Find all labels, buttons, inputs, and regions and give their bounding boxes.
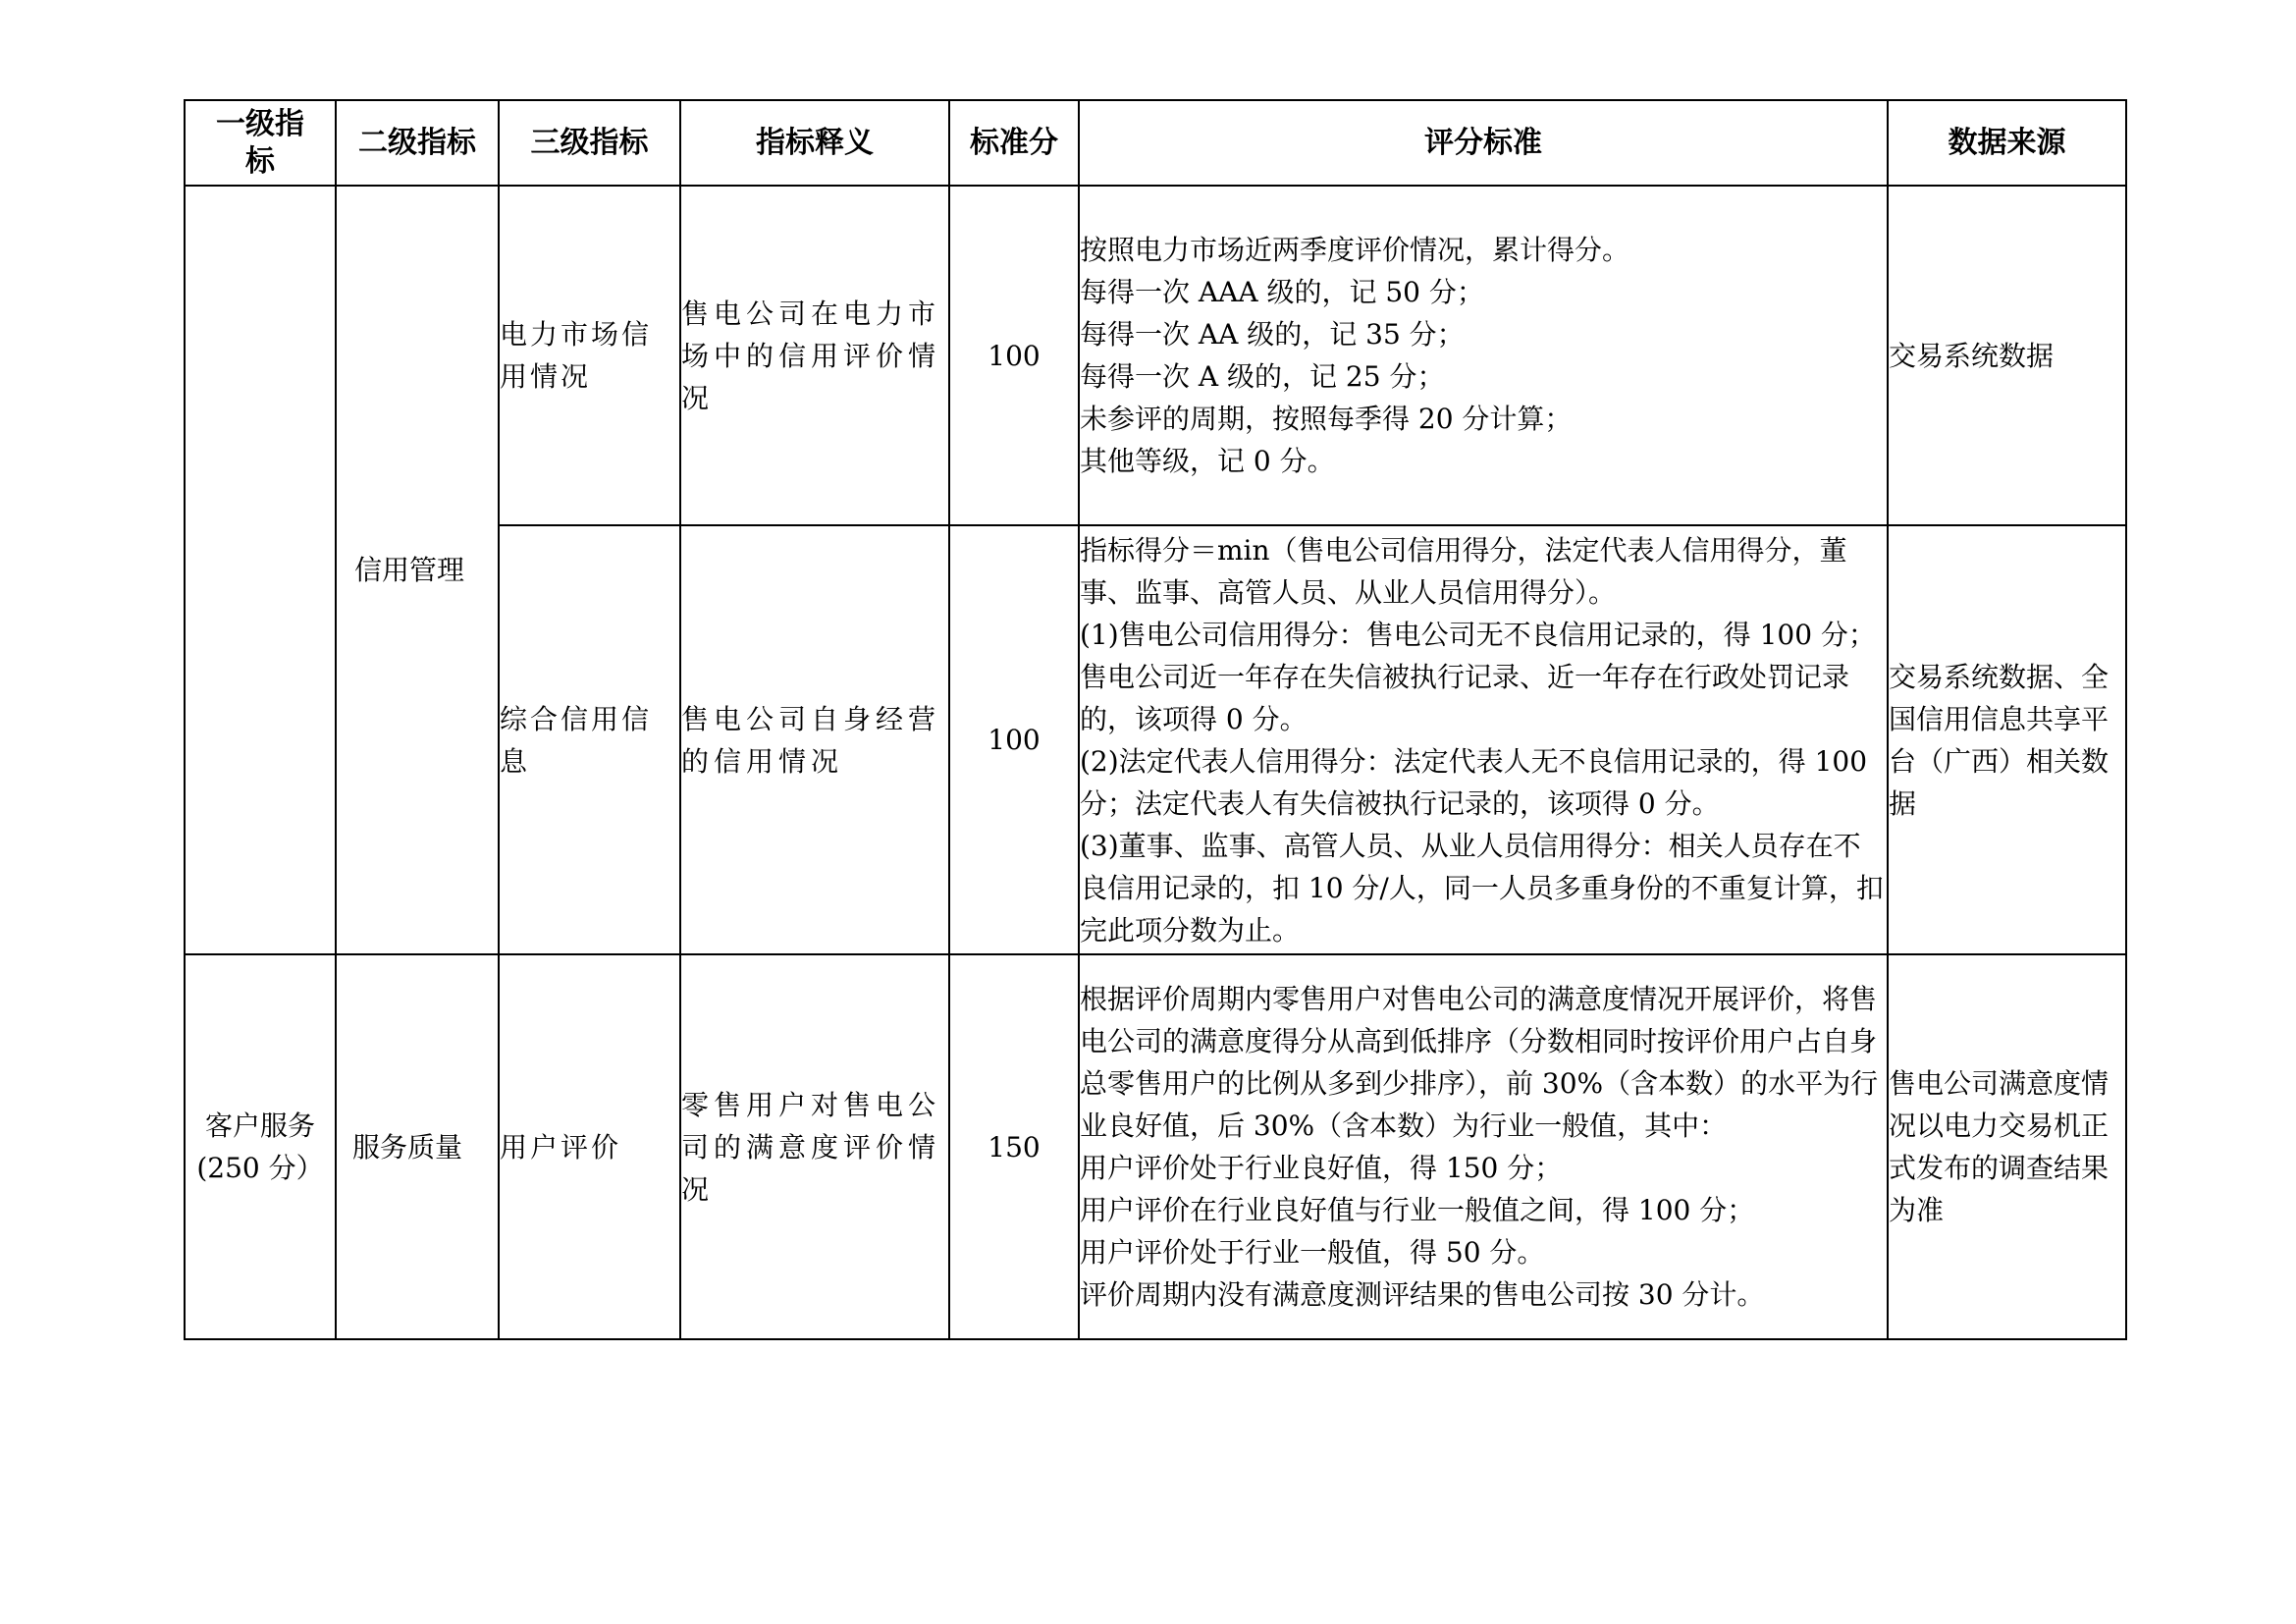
data-source-cell: 交易系统数据、全国信用信息共享平台（广西）相关数据 bbox=[1888, 525, 2126, 954]
criteria-line: 根据评价周期内零售用户对售电公司的满意度情况开展评价，将售电公司的满意度得分从高到低排序（分数相同时按评价用户占自身总零售用户的比例从多到少排序），前 30%（含本数）的水平为行业良好值，后 30%（含本数）为行业一般值，其中： bbox=[1080, 983, 1879, 1142]
data-source-cell: 交易系统数据 bbox=[1888, 186, 2126, 525]
standard-score-cell: 100 bbox=[949, 525, 1079, 954]
header-definition: 指标释义 bbox=[680, 100, 949, 186]
table-row bbox=[185, 954, 2126, 1339]
definition-cell: 零售用户对售电公司的满意度评价情况 bbox=[680, 954, 949, 1339]
header-criteria: 评分标准 bbox=[1079, 100, 1888, 186]
level1-cell-empty bbox=[185, 186, 336, 954]
level1-cell: 客户服务(250 分） bbox=[185, 954, 336, 1339]
header-level2: 二级指标 bbox=[336, 100, 499, 186]
table-row bbox=[185, 186, 2126, 525]
definition-cell: 售电公司自身经营的信用情况 bbox=[680, 525, 949, 954]
header-standard-score: 标准分 bbox=[949, 100, 1079, 186]
criteria-line: (3)董事、监事、高管人员、从业人员信用得分：相关人员存在不良信用记录的，扣 10 分/人，同一人员多重身份的不重复计算，扣完此项分数为止。 bbox=[1080, 829, 1884, 947]
criteria-line: 评价周期内没有满意度测评结果的售电公司按 30 分计。 bbox=[1080, 1278, 1765, 1311]
level2-cell: 服务质量 bbox=[336, 954, 499, 1339]
criteria-line: (2)法定代表人信用得分：法定代表人无不良信用记录的，得 100 分；法定代表人有失信被执行记录的，该项得 0 分。 bbox=[1080, 744, 1868, 820]
criteria-cell bbox=[1079, 954, 1888, 1339]
data-source-cell: 售电公司满意度情况以电力交易机正式发布的调查结果为准 bbox=[1888, 954, 2126, 1339]
criteria-line: 用户评价处于行业一般值，得 50 分。 bbox=[1080, 1236, 1545, 1269]
level3-cell: 电力市场信用情况 bbox=[499, 186, 680, 525]
level2-cell: 信用管理 bbox=[336, 186, 499, 954]
criteria-line: 用户评价在行业良好值与行业一般值之间，得 100 分； bbox=[1080, 1194, 1755, 1226]
criteria-cell bbox=[1079, 525, 1888, 954]
header-data-source: 数据来源 bbox=[1888, 100, 2126, 186]
criteria-line: (1)售电公司信用得分：售电公司无不良信用记录的，得 100 分；售电公司近一年存在失信被执行记录、近一年存在行政处罚记录的，该项得 0 分。 bbox=[1080, 618, 1876, 735]
criteria-line: 按照电力市场近两季度评价情况，累计得分。 bbox=[1080, 234, 1630, 266]
criteria-line: 每得一次 A 级的，记 25 分； bbox=[1080, 360, 1445, 393]
criteria-line: 指标得分＝min（售电公司信用得分，法定代表人信用得分，董事、监事、高管人员、从业人员信用得分）。 bbox=[1080, 533, 1847, 609]
standard-score-cell: 100 bbox=[949, 186, 1079, 525]
criteria-line: 其他等级，记 0 分。 bbox=[1080, 445, 1335, 477]
criteria-cell bbox=[1079, 186, 1888, 525]
level3-cell: 综合信用信息 bbox=[499, 525, 680, 954]
header-level1: 一级指标 bbox=[185, 100, 336, 186]
standard-score-cell: 150 bbox=[949, 954, 1079, 1339]
header-level3: 三级指标 bbox=[499, 100, 680, 186]
table-header-row bbox=[185, 100, 2126, 186]
criteria-line: 每得一次 AA 级的，记 35 分； bbox=[1080, 318, 1465, 351]
indicator-table bbox=[184, 99, 2127, 1340]
level3-cell: 用户评价 bbox=[499, 954, 680, 1339]
criteria-line: 用户评价处于行业良好值，得 150 分； bbox=[1080, 1152, 1563, 1184]
definition-cell: 售电公司在电力市场中的信用评价情况 bbox=[680, 186, 949, 525]
criteria-line: 未参评的周期，按照每季得 20 分计算； bbox=[1080, 403, 1573, 435]
criteria-line: 每得一次 AAA 级的，记 50 分； bbox=[1080, 276, 1484, 308]
